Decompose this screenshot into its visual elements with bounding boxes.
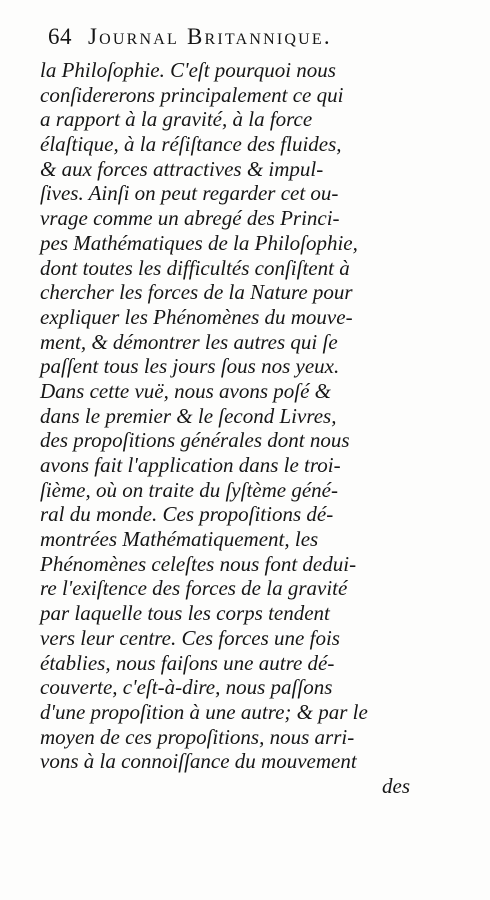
text-line: re l'exiſtence des forces de la gravité [40,576,348,601]
text-line: a rapport à la gravité, à la force [40,107,313,132]
text-line: vers leur centre. Ces forces une fois [40,625,340,650]
text-line: conſidererons principalement ce qui [40,82,344,107]
text-line: & aux forces attractives & impul- [40,156,324,181]
text-line: ral du monde. Ces propoſitions dé- [40,502,334,527]
text-line: d'une propoſition à une autre; & par le [40,699,368,724]
text-line: avons fait l'application dans le troi- [40,453,341,477]
text-line: paſſent tous les jours ſous nos yeux. [40,354,340,379]
body-text [40,58,460,774]
text-line: moyen de ces propoſitions, nous arri- [40,724,355,749]
text-line: dans le premier & le ſecond Livres, [40,403,337,428]
text-line: Dans cette vuë, nous avons poſé & [40,378,332,403]
text-line: vons à la connoiſſance du mouvement [40,749,357,774]
text-line: pes Mathématiques de la Philoſophie, [40,230,358,255]
running-title: Journal Britannique. [88,24,332,49]
text-line: vrage comme un abregé des Princi- [40,206,340,231]
text-line: montrées Mathématiquement, les [40,527,319,552]
text-line: ſives. Ainſi on peut regarder cet ou- [40,181,339,206]
text-line: des propoſitions générales dont nous [40,428,350,453]
text-line: la Philoſophie. C'eſt pourquoi nous [40,58,336,82]
text-line: élaſtique, à la réſiſtance des fluides, [40,132,342,157]
page-number: 64 [48,24,72,49]
text-line: par laquelle tous les corps tendent [40,601,330,626]
page-header [48,24,468,54]
text-line: ſième, où on traite du ſyſtème géné- [40,477,338,502]
text-line: établies, nous faiſons une autre dé- [40,650,335,675]
text-line: dont toutes les difficultés conſiſtent à [40,255,350,280]
catchword: des [382,774,410,798]
text-line: couverte, c'eſt-à-dire, nous paſſons [40,675,333,700]
text-line: chercher les forces de la Nature pour [40,280,353,305]
text-line: expliquer les Phénomènes du mouve- [40,304,353,329]
text-line: Phénomènes celeſtes nous font dedui- [40,551,357,576]
text-line: ment, & démontrer les autres qui ſe [40,329,338,354]
